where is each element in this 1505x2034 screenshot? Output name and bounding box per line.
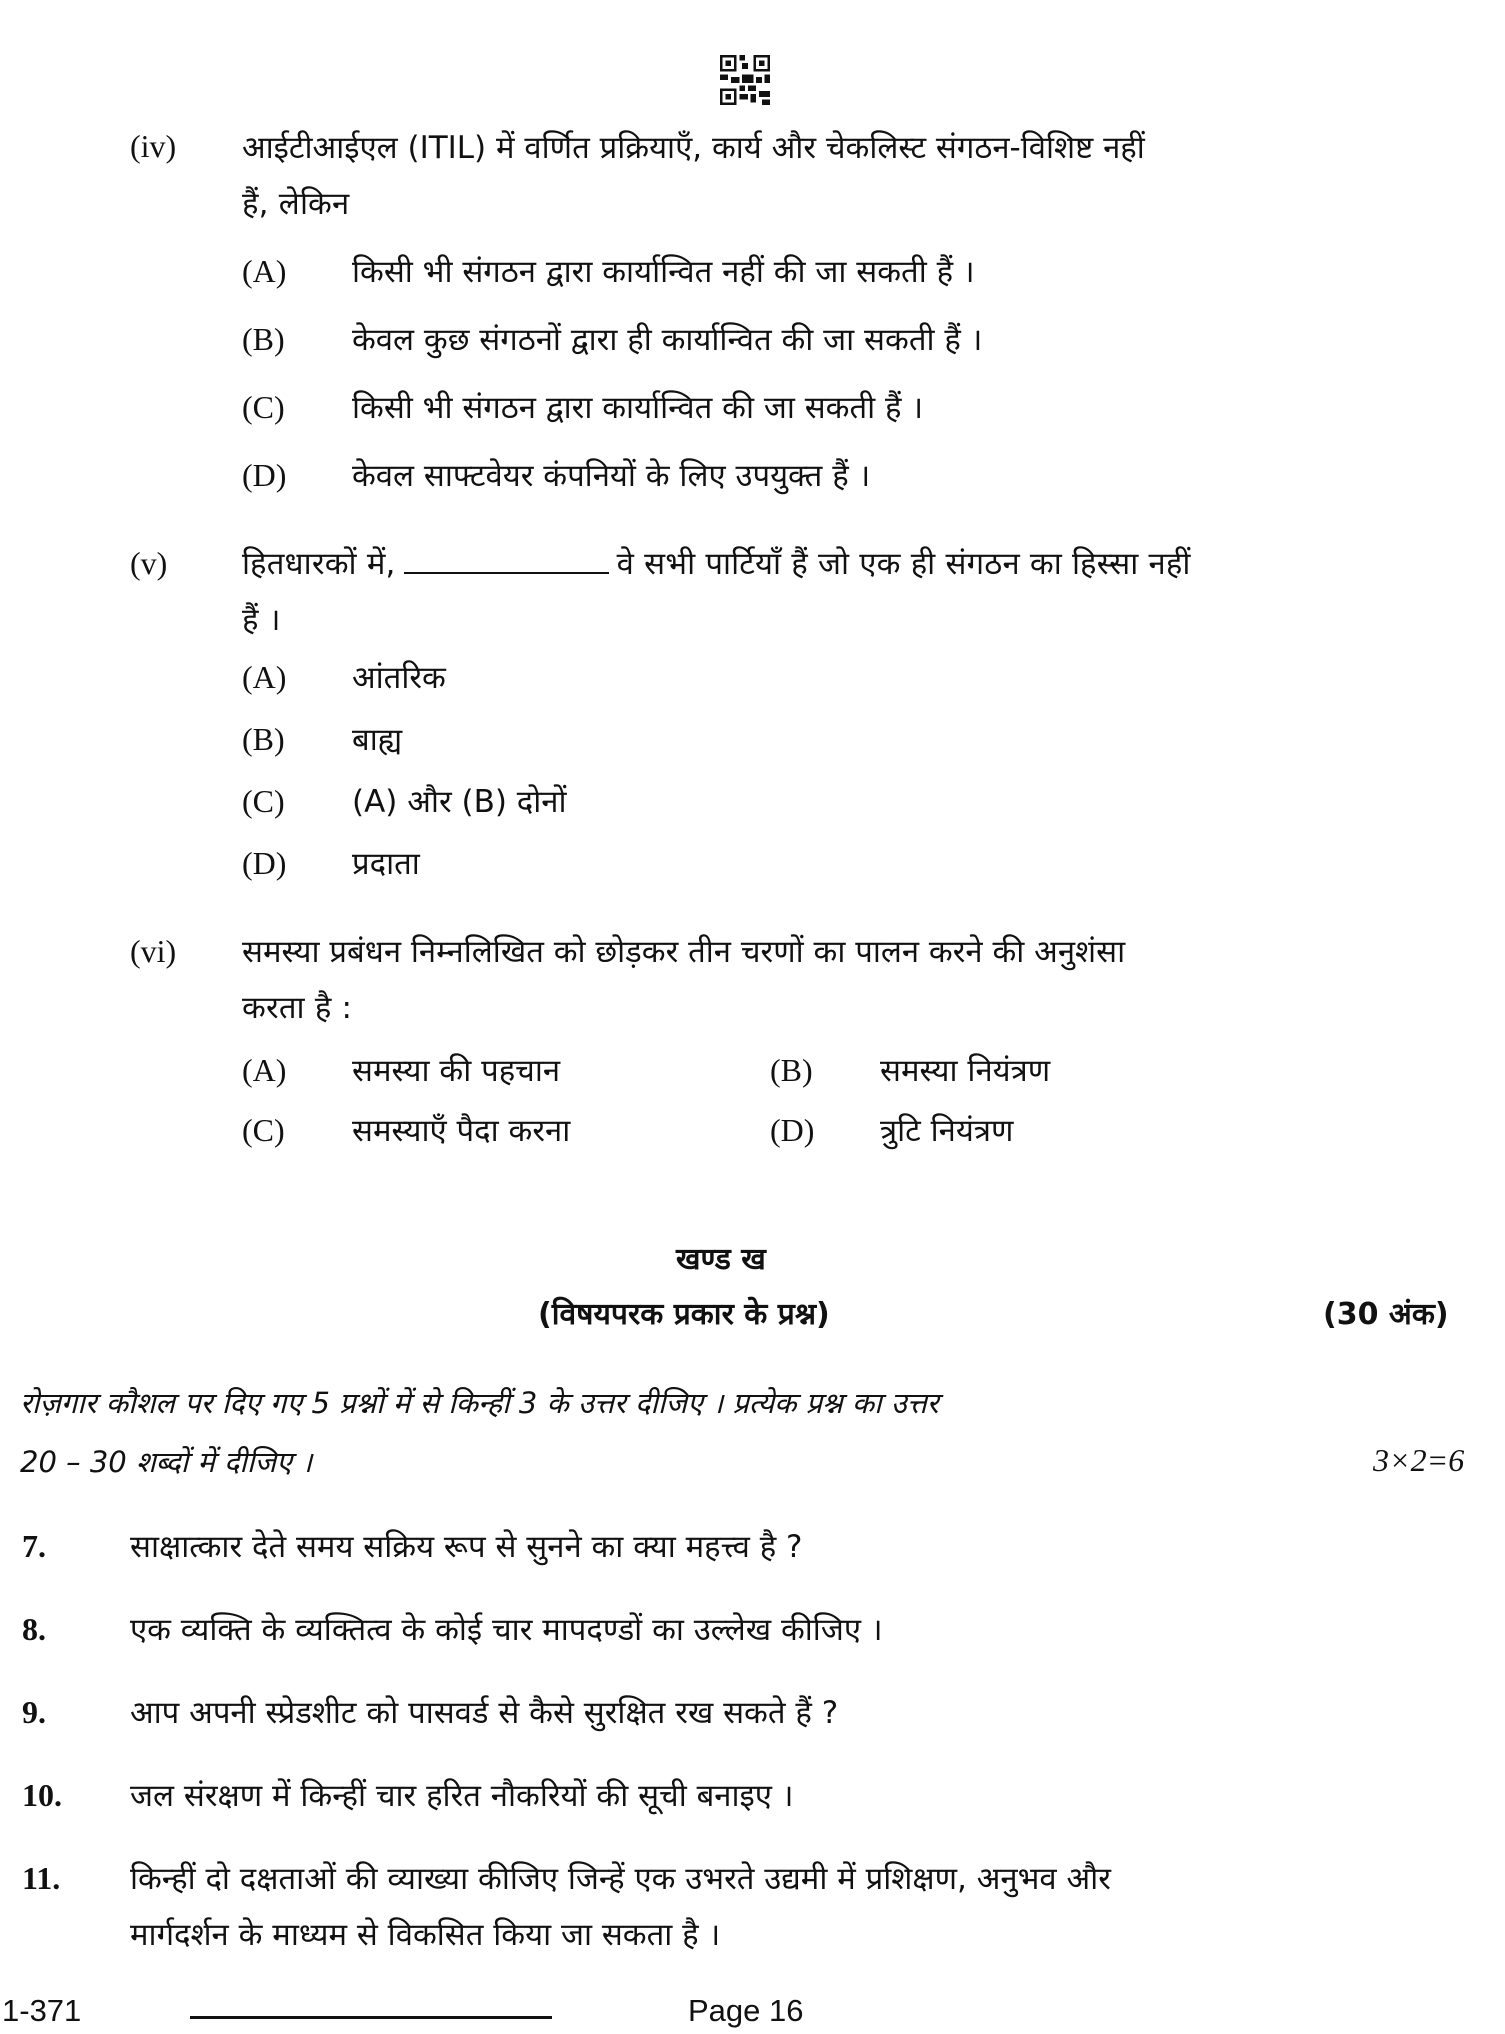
- question-stem-line2: हैं, लेकिन: [242, 186, 350, 222]
- question-text: जल संरक्षण में किन्हीं चार हरित नौकरियों की सूची बनाइए ।: [130, 1778, 794, 1814]
- question-number: 7.: [22, 1528, 46, 1564]
- option-label: (B): [242, 321, 285, 357]
- option-text: आंतरिक: [352, 660, 446, 696]
- option-text: समस्या की पहचान: [352, 1053, 561, 1089]
- option-text: त्रुटि नियंत्रण: [880, 1113, 1014, 1149]
- section-subtitle: (विषयपरक प्रकार के प्रश्न): [538, 1297, 830, 1332]
- instruction-line1-wrap: [20, 1383, 1400, 1422]
- qr-code-icon: [715, 52, 775, 108]
- paper-code: 1-371: [2, 1993, 82, 2028]
- marks-formula: 3×2=6: [1373, 1442, 1465, 1478]
- option-label: (D): [242, 457, 287, 493]
- option-label: (C): [242, 389, 285, 425]
- footer-divider: [190, 2016, 552, 2019]
- question-number: 8.: [22, 1611, 46, 1647]
- option-label: (D): [242, 845, 287, 881]
- question-stem-line1: समस्या प्रबंधन निम्नलिखित को छोड़कर तीन चरणों का पालन करने की अनुशंसा: [242, 934, 1126, 970]
- question-text-line1-wrap: [130, 1857, 1400, 1899]
- question-stem: [242, 126, 1400, 168]
- option-label: (B): [770, 1052, 813, 1088]
- option-label: (A): [242, 1052, 287, 1088]
- question-stem: [242, 542, 1400, 584]
- question-number: 11.: [22, 1860, 61, 1896]
- option-text: समस्याएँ पैदा करना: [352, 1113, 571, 1149]
- page-number: Page 16: [688, 1993, 804, 2028]
- instruction-line1: रोज़गार कौशल पर दिए गए 5 प्रश्नों में से किन्हीं 3 के उत्तर दीजिए । प्रत्येक प्रश्न का उत्तर: [20, 1386, 939, 1420]
- question-text: आप अपनी स्प्रेडशीट को पासवर्ड से कैसे सुरक्षित रख सकते हैं ?: [130, 1695, 839, 1731]
- option-text: प्रदाता: [352, 846, 420, 882]
- question-text: एक व्यक्ति के व्यक्तित्व के कोई चार मापदण्डों का उल्लेख कीजिए ।: [130, 1612, 883, 1648]
- question-stem-line1: आईटीआईएल (ITIL) में वर्णित प्रक्रियाएँ, कार्य और चेकलिस्ट संगठन-विशिष्ट नहीं: [242, 130, 1145, 166]
- fill-in-blank: [404, 546, 609, 574]
- question-text: साक्षात्कार देते समय सक्रिय रूप से सुनने का क्या महत्त्व है ?: [130, 1529, 803, 1565]
- option-text: किसी भी संगठन द्वारा कार्यान्वित नहीं की जा सकती हैं ।: [352, 254, 975, 290]
- option-text: समस्या नियंत्रण: [880, 1053, 1051, 1089]
- option-text: केवल कुछ संगठनों द्वारा ही कार्यान्वित की जा सकती हैं ।: [352, 322, 983, 358]
- option-label: (D): [770, 1112, 815, 1148]
- option-text: (A) और (B) दोनों: [352, 784, 567, 820]
- option-label: (C): [242, 783, 285, 819]
- option-text: केवल साफ्टवेयर कंपनियों के लिए उपयुक्त हैं ।: [352, 458, 871, 494]
- option-label: (A): [242, 253, 287, 289]
- question-text-line2: मार्गदर्शन के माध्यम से विकसित किया जा सकता है ।: [130, 1917, 721, 1953]
- option-label: (C): [242, 1112, 285, 1148]
- question-number: (iv): [130, 128, 177, 164]
- question-stem-after-blank-text: वे सभी पार्टियाँ हैं जो एक ही संगठन का हिस्सा नहीं: [616, 546, 1191, 582]
- question-number: 9.: [22, 1694, 46, 1730]
- question-text-line1: किन्हीं दो दक्षताओं की व्याख्या कीजिए जिन्हें एक उभरते उद्यमी में प्रशिक्षण, अनुभव और: [130, 1861, 1111, 1897]
- instruction-line2: 20 – 30 शब्दों में दीजिए ।: [20, 1445, 313, 1479]
- question-number: (v): [130, 545, 168, 581]
- section-title: खण्ड ख: [676, 1242, 766, 1277]
- option-label: (A): [242, 659, 287, 695]
- question-stem: [242, 930, 1400, 972]
- question-stem-before-blank: हितधारकों में,: [242, 546, 396, 582]
- section-marks: (30 अंक): [1323, 1297, 1449, 1332]
- question-stem-line2: हैं ।: [242, 602, 281, 638]
- option-text: किसी भी संगठन द्वारा कार्यान्वित की जा सकती हैं ।: [352, 390, 924, 426]
- option-text: बाह्य: [352, 722, 403, 758]
- question-number: (vi): [130, 933, 177, 969]
- question-number: 10.: [22, 1777, 62, 1813]
- option-label: (B): [242, 721, 285, 757]
- question-stem-line2: करता है :: [242, 990, 353, 1026]
- question-stem-after-blank: [617, 542, 1400, 584]
